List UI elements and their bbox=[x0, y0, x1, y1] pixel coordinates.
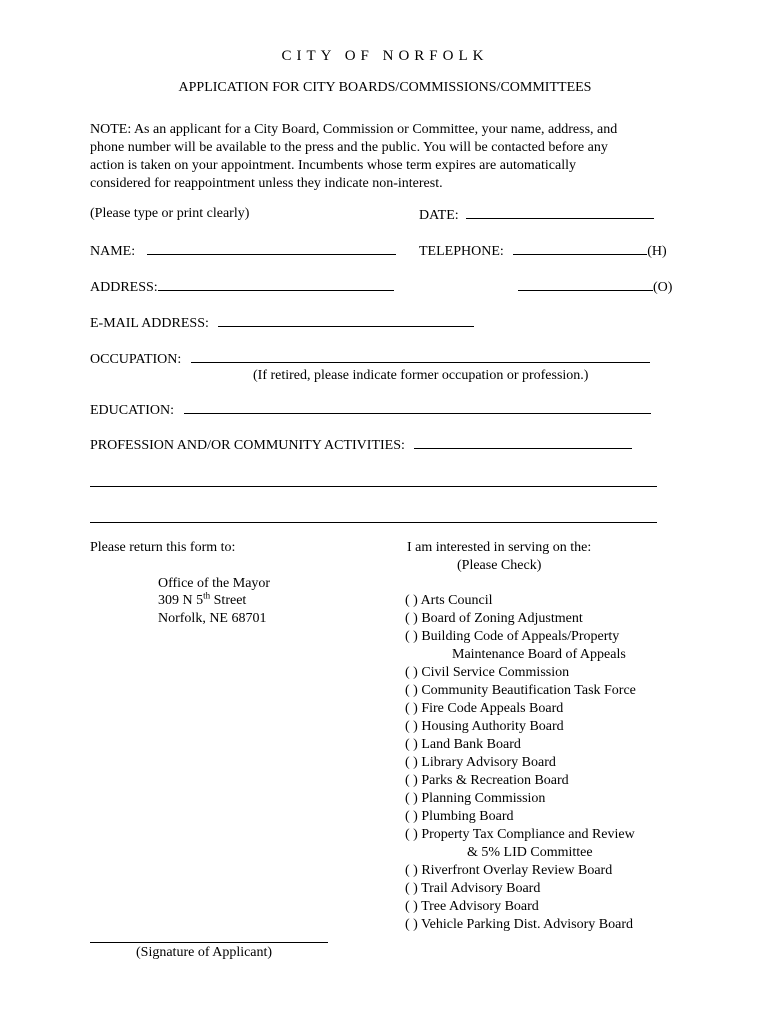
return-office: Office of the Mayor bbox=[158, 576, 271, 591]
name-input-line[interactable] bbox=[147, 241, 396, 255]
board-option[interactable] bbox=[405, 772, 636, 790]
note-line: action is taken on your appointment. Incumbents whose term expires are automatically bbox=[90, 158, 576, 173]
checkbox[interactable]: ( ) bbox=[405, 791, 418, 806]
email-input-line[interactable] bbox=[218, 313, 474, 327]
board-option[interactable] bbox=[405, 916, 636, 934]
return-street bbox=[158, 592, 246, 610]
street-suffix: Street bbox=[210, 593, 247, 608]
board-option[interactable] bbox=[405, 826, 636, 844]
checkbox[interactable]: ( ) bbox=[405, 881, 418, 896]
board-label: Building Code of Appeals/Property bbox=[421, 629, 620, 644]
board-label: Tree Advisory Board bbox=[421, 899, 539, 914]
board-option[interactable] bbox=[405, 682, 636, 700]
return-city: Norfolk, NE 68701 bbox=[158, 611, 267, 626]
board-label: Community Beautification Task Force bbox=[421, 683, 636, 698]
board-label: Trail Advisory Board bbox=[421, 881, 541, 896]
checkbox[interactable]: ( ) bbox=[405, 755, 418, 770]
board-label: Land Bank Board bbox=[421, 737, 521, 752]
boards-subheading: (Please Check) bbox=[457, 558, 542, 573]
address-input-line[interactable] bbox=[158, 277, 394, 291]
board-option[interactable] bbox=[405, 628, 636, 646]
board-label: Planning Commission bbox=[421, 791, 546, 806]
checkbox[interactable]: ( ) bbox=[405, 593, 418, 608]
checkbox[interactable]: ( ) bbox=[405, 665, 418, 680]
checkbox[interactable]: ( ) bbox=[405, 863, 418, 878]
checkbox[interactable]: ( ) bbox=[405, 719, 418, 734]
occupation-hint: (If retired, please indicate former occupation or profession.) bbox=[253, 368, 589, 383]
email-field bbox=[90, 313, 474, 333]
board-option[interactable] bbox=[405, 664, 636, 682]
checkbox[interactable]: ( ) bbox=[405, 701, 418, 716]
profession-field bbox=[90, 435, 632, 455]
checkbox[interactable]: ( ) bbox=[405, 917, 418, 932]
checkbox[interactable]: ( ) bbox=[405, 899, 418, 914]
office-phone-input-line[interactable] bbox=[518, 277, 653, 291]
education-label: EDUCATION: bbox=[90, 403, 174, 418]
board-option[interactable] bbox=[405, 754, 636, 772]
date-field bbox=[419, 205, 654, 225]
board-option[interactable] bbox=[405, 790, 636, 808]
occupation-label: OCCUPATION: bbox=[90, 352, 182, 367]
telephone-label: TELEPHONE: bbox=[419, 244, 504, 259]
board-option[interactable] bbox=[405, 898, 636, 916]
board-label-continuation: & 5% LID Committee bbox=[467, 845, 593, 860]
note-line: phone number will be available to the press and the public. You will be contacted before any bbox=[90, 140, 608, 155]
checkbox[interactable]: ( ) bbox=[405, 827, 418, 842]
education-field bbox=[90, 400, 651, 420]
occupation-input-line[interactable] bbox=[191, 349, 650, 363]
office-phone-field bbox=[518, 277, 672, 297]
board-list bbox=[405, 592, 636, 934]
board-option[interactable] bbox=[405, 736, 636, 754]
form-title: APPLICATION FOR CITY BOARDS/COMMISSIONS/COMMITTEES bbox=[178, 80, 592, 95]
email-label: E-MAIL ADDRESS: bbox=[90, 316, 209, 331]
signature-line[interactable] bbox=[90, 942, 328, 943]
board-label: Parks & Recreation Board bbox=[421, 773, 569, 788]
board-label: Fire Code Appeals Board bbox=[421, 701, 564, 716]
board-option[interactable] bbox=[405, 592, 636, 610]
board-label: Vehicle Parking Dist. Advisory Board bbox=[421, 917, 633, 932]
board-option[interactable] bbox=[405, 808, 636, 826]
name-label: NAME: bbox=[90, 244, 136, 259]
profession-label: PROFESSION AND/OR COMMUNITY ACTIVITIES: bbox=[90, 438, 405, 453]
profession-input-line[interactable] bbox=[414, 435, 632, 449]
checkbox[interactable]: ( ) bbox=[405, 737, 418, 752]
date-input-line[interactable] bbox=[466, 205, 654, 219]
board-label: Riverfront Overlay Review Board bbox=[421, 863, 613, 878]
note-line: considered for reappointment unless they indicate non-interest. bbox=[90, 176, 443, 191]
board-option[interactable] bbox=[405, 718, 636, 736]
profession-extra-line[interactable] bbox=[90, 522, 657, 523]
board-label: Library Advisory Board bbox=[421, 755, 556, 770]
street-sup: th bbox=[203, 590, 211, 601]
checkbox[interactable]: ( ) bbox=[405, 773, 418, 788]
board-label: Housing Authority Board bbox=[421, 719, 564, 734]
street-prefix: 309 N 5 bbox=[158, 593, 204, 608]
address-label: ADDRESS: bbox=[90, 280, 158, 295]
board-option[interactable] bbox=[405, 880, 636, 898]
board-label: Civil Service Commission bbox=[421, 665, 570, 680]
occupation-field bbox=[90, 349, 650, 369]
home-phone-input-line[interactable] bbox=[513, 241, 647, 255]
checkbox[interactable]: ( ) bbox=[405, 629, 418, 644]
board-label-continuation: Maintenance Board of Appeals bbox=[452, 647, 626, 662]
checkbox[interactable]: ( ) bbox=[405, 809, 418, 824]
address-field bbox=[90, 277, 394, 297]
board-label: Board of Zoning Adjustment bbox=[421, 611, 583, 626]
education-input-line[interactable] bbox=[184, 400, 651, 414]
name-field bbox=[90, 241, 396, 261]
home-suffix: (H) bbox=[647, 244, 667, 259]
board-option[interactable] bbox=[405, 700, 636, 718]
city-title: CITY OF NORFOLK bbox=[281, 48, 489, 64]
checkbox[interactable]: ( ) bbox=[405, 683, 418, 698]
print-instruction: (Please type or print clearly) bbox=[90, 206, 250, 221]
board-option[interactable] bbox=[405, 862, 636, 880]
profession-extra-line[interactable] bbox=[90, 486, 657, 487]
return-heading: Please return this form to: bbox=[90, 540, 236, 555]
board-label: Property Tax Compliance and Review bbox=[421, 827, 635, 842]
checkbox[interactable]: ( ) bbox=[405, 611, 418, 626]
note-line: NOTE: As an applicant for a City Board, Commission or Committee, your name, address, and bbox=[90, 122, 618, 137]
signature-label: (Signature of Applicant) bbox=[136, 945, 273, 960]
privacy-note bbox=[90, 121, 680, 193]
telephone-field bbox=[419, 241, 667, 261]
office-suffix: (O) bbox=[653, 280, 673, 295]
date-label: DATE: bbox=[419, 208, 459, 223]
board-label: Plumbing Board bbox=[421, 809, 514, 824]
board-option[interactable] bbox=[405, 610, 636, 628]
board-label: Arts Council bbox=[420, 593, 493, 608]
boards-heading: I am interested in serving on the: bbox=[407, 540, 592, 555]
